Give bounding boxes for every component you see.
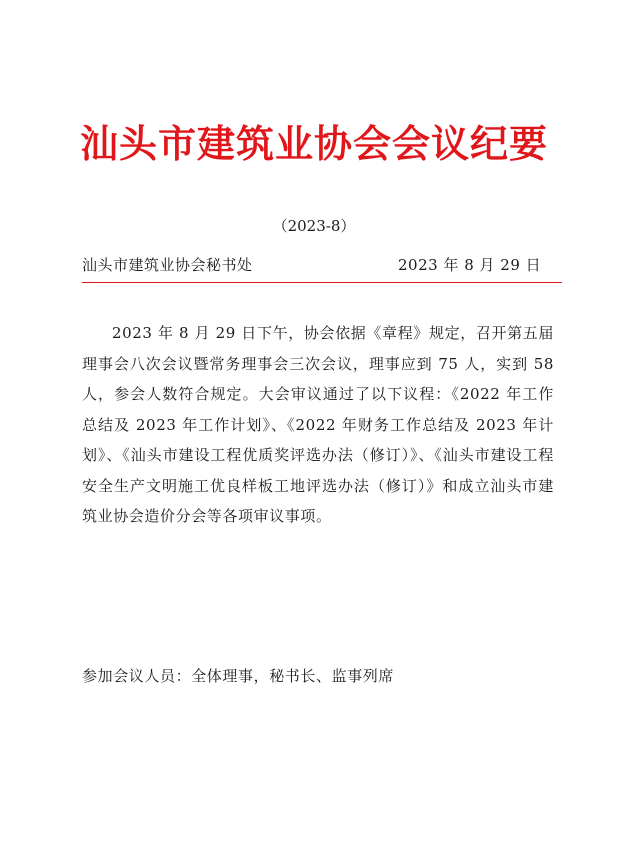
document-title: 汕头市建筑业协会会议纪要 bbox=[79, 121, 548, 166]
issuer-name: 汕头市建筑业协会秘书处 bbox=[82, 256, 253, 274]
issuer-row bbox=[82, 254, 562, 278]
document-number: （2023-8） bbox=[272, 217, 356, 235]
issue-date: 2023 年 8 月 29 日 bbox=[398, 256, 542, 274]
body-paragraph: 2023 年 8 月 29 日下午，协会依据《章程》规定，召开第五届理事会八次会议暨常务理事会三次会议，理事应到 75 人，实到 58 人，参会人数符合规定。大会审议通过了以下议程：《2022 年工作总结及 2023 年工作计划》、《2022 年财务工作总结及 2023 年计划》、《汕头市建设工程优质奖评选办法（修订）》、《汕头市建设工程安全生产文明施工优良样板工地评选办法（修订）》和成立汕头市建筑业协会造价分会等各项审议事项。 bbox=[82, 324, 554, 525]
attendees-line: 参加会议人员：全体理事，秘书长、监事列席 bbox=[82, 667, 395, 685]
red-divider-line bbox=[82, 282, 562, 283]
